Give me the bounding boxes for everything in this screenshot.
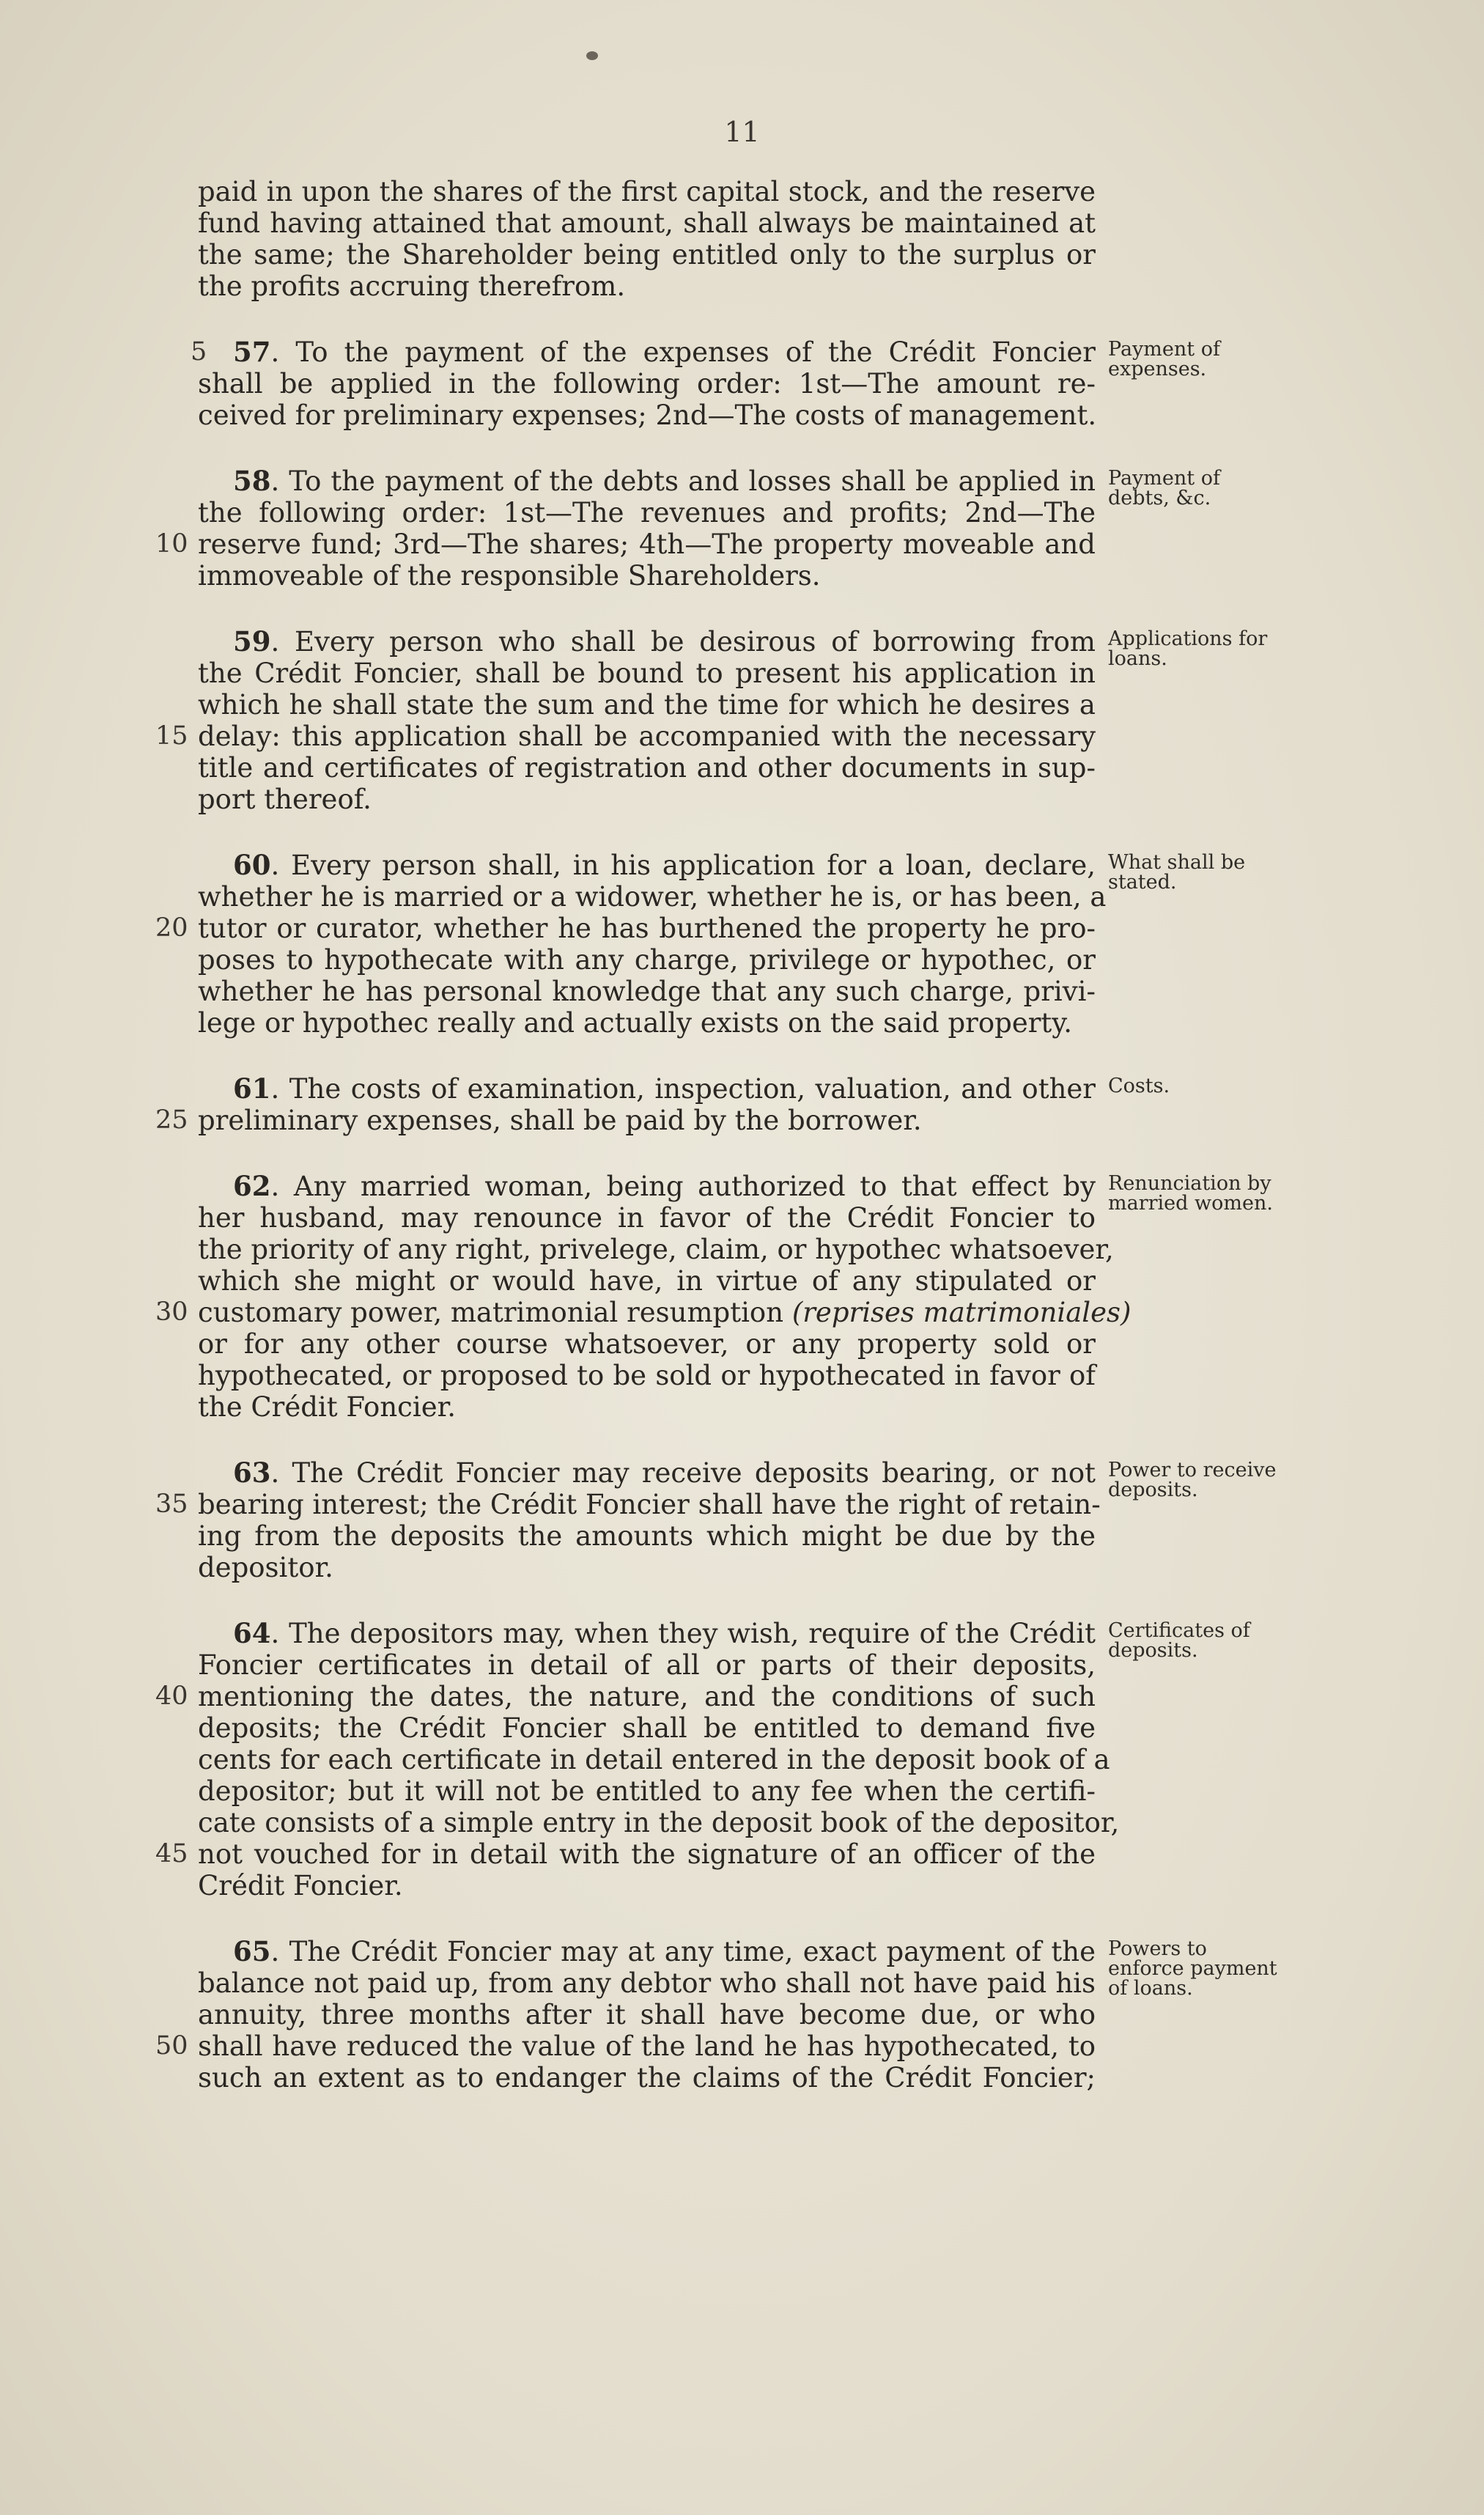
line-number: 20 (155, 913, 188, 943)
line-text: not vouched for in detail with the signature of an officer of the (198, 1838, 1096, 1870)
line-text: title and certificates of registration and other documents in sup- (198, 752, 1096, 784)
text-line (198, 658, 1096, 689)
text-line (198, 1999, 1096, 2030)
paragraph (155, 1617, 1120, 1901)
line-text: bearing interest; the Crédit Foncier shall have the right of retain- (198, 1489, 1101, 1520)
line-text: ceived for preliminary expenses; 2nd—The costs of management. (198, 399, 1097, 431)
text-line (198, 784, 1096, 815)
line-text: the profits accruing therefrom. (198, 270, 626, 302)
margin-note: Renunciation by married women. (1108, 1172, 1273, 1215)
text-line (155, 721, 1096, 752)
margin-note: What shall be stated. (1108, 851, 1246, 894)
line-text: port thereof. (198, 784, 372, 815)
body-text (155, 176, 1132, 2128)
article-number: 64 (233, 1617, 271, 1649)
line-text: deposits; the Crédit Foncier shall be entitled to demand five (198, 1712, 1096, 1744)
text-line (198, 1234, 1114, 1265)
line-text: ing from the deposits the amounts which might be due by the (198, 1520, 1096, 1552)
text-line (155, 1489, 1101, 1520)
article-number: 59 (233, 625, 271, 658)
text-line (198, 1967, 1096, 1999)
text-line (155, 2030, 1096, 2062)
text-line (198, 207, 1096, 239)
paragraph (191, 336, 1097, 431)
margin-note: Power to receive deposits. (1108, 1459, 1277, 1501)
text-line (155, 1105, 1096, 1136)
text-line (198, 1007, 1096, 1039)
line-text: . The depositors may, when they wish, require of the Crédit (270, 1618, 1096, 1649)
line-text: tutor or curator, whether he has burthened the property he pro- (198, 913, 1096, 944)
line-text: cate consists of a simple entry in the deposit book of the depositor, (198, 1807, 1120, 1838)
line-text: balance not paid up, from any debtor who shall not have paid his (198, 1967, 1096, 1999)
italic-term: (reprises matrimoniales) (791, 1297, 1132, 1328)
text-line (198, 1712, 1096, 1744)
line-text: preliminary expenses, shall be paid by the borrower. (198, 1105, 922, 1136)
line-number: 50 (155, 2031, 188, 2061)
line-text: depositor. (198, 1552, 333, 1583)
line-text: cents for each certificate in detail entered in the deposit book of a (198, 1744, 1110, 1775)
text-line (155, 1838, 1096, 1870)
line-number: 30 (155, 1297, 188, 1327)
line-text: . To the payment of the debts and losses shall be applied in (270, 465, 1096, 497)
line-text: . Every person who shall be desirous of borrowing from (270, 626, 1096, 658)
text-line (155, 913, 1096, 944)
text-line (198, 368, 1096, 399)
line-number: 10 (155, 529, 188, 559)
text-line (198, 1552, 1096, 1583)
line-text: lege or hypothec really and actually exists on the said property. (198, 1007, 1073, 1039)
paragraph (155, 1935, 1096, 2094)
line-text: the same; the Shareholder being entitled only to the surplus or (198, 239, 1096, 270)
line-text: poses to hypothecate with any charge, privilege or hypothec, or (198, 944, 1096, 976)
line-text: customary power, matrimonial resumption (198, 1297, 792, 1328)
margin-note: Powers to enforce payment of loans. (1108, 1937, 1277, 2000)
text-line (198, 1520, 1096, 1552)
line-number: 35 (155, 1490, 188, 1519)
paragraph (155, 465, 1096, 592)
line-text: which he shall state the sum and the time for which he desires a (198, 689, 1096, 721)
line-text: the priority of any right, privelege, claim, or hypothec whatsoever, (198, 1234, 1114, 1265)
text-line (198, 1618, 1096, 1649)
text-line (198, 752, 1096, 784)
line-text: hypothecated, or proposed to be sold or hypothecated in favor of (198, 1360, 1096, 1391)
line-text: reserve fund; 3rd—The shares; 4th—The property moveable and (198, 529, 1096, 560)
line-text: the Crédit Foncier. (198, 1391, 456, 1423)
text-line (191, 336, 1096, 368)
text-line (198, 560, 1096, 592)
ink-blot (586, 51, 598, 60)
line-text: the Crédit Foncier, shall be bound to present his application in (198, 658, 1096, 689)
text-line (198, 881, 1107, 913)
line-text: fund having attained that amount, shall always be maintained at (198, 207, 1096, 239)
line-number: 40 (155, 1682, 188, 1711)
line-text: delay: this application shall be accompanied with the necessary (198, 721, 1096, 752)
margin-note: Applications for loans. (1108, 627, 1268, 670)
margin-note: Payment of debts, &c. (1108, 467, 1220, 509)
line-number: 5 (191, 337, 207, 367)
line-text: shall be applied in the following order: 1st—The amount re- (198, 368, 1096, 399)
line-text: . The Crédit Foncier may receive deposits bearing, or not (270, 1457, 1096, 1489)
text-line (198, 1265, 1096, 1297)
line-text: shall have reduced the value of the land he has hypothecated, to (198, 2030, 1096, 2062)
line-text: . The costs of examination, inspection, valuation, and other (270, 1073, 1096, 1105)
line-text: whether he is married or a widower, whether he is, or has been, a (198, 881, 1107, 913)
paragraph (155, 1170, 1132, 1423)
article-number: 63 (233, 1457, 271, 1489)
paragraph (155, 625, 1096, 815)
text-line (198, 1073, 1096, 1105)
article-number: 62 (233, 1170, 271, 1202)
paragraph (155, 1457, 1101, 1583)
paragraph (198, 176, 1096, 302)
line-text: immoveable of the responsible Shareholders. (198, 560, 821, 592)
line-text: annuity, three months after it shall have become due, or who (198, 1999, 1096, 2030)
text-line (198, 399, 1096, 431)
line-text: or for any other course whatsoever, or any property sold or (198, 1328, 1096, 1360)
text-line (198, 1807, 1120, 1838)
text-line (155, 1681, 1096, 1712)
text-line (198, 1360, 1096, 1391)
text-line (198, 1870, 1096, 1901)
text-line (198, 1649, 1096, 1681)
page-number: 11 (724, 116, 760, 148)
line-text: Foncier certificates in detail of all or parts of their deposits, (198, 1649, 1096, 1681)
article-number: 61 (233, 1072, 271, 1105)
article-number: 57 (233, 336, 271, 368)
article-number: 65 (233, 1935, 271, 1967)
text-line (198, 850, 1096, 881)
line-text: whether he has personal knowledge that any such charge, privi- (198, 976, 1096, 1007)
article-number: 58 (233, 465, 271, 497)
margin-note: Certificates of deposits. (1108, 1619, 1250, 1662)
line-text: . Any married woman, being authorized to that effect by (270, 1171, 1096, 1202)
margin-note: Payment of expenses. (1108, 338, 1220, 380)
line-text: paid in upon the shares of the first capital stock, and the reserve (198, 176, 1096, 207)
text-line (198, 944, 1096, 976)
text-line (198, 1775, 1096, 1807)
margin-note: Costs. (1108, 1075, 1170, 1097)
text-line (198, 689, 1096, 721)
line-text: mentioning the dates, the nature, and the conditions of such (198, 1681, 1096, 1712)
line-number: 45 (155, 1839, 188, 1868)
text-line (155, 1297, 1132, 1328)
text-line (198, 1202, 1096, 1234)
line-text: depositor; but it will not be entitled to any fee when the certifi- (198, 1775, 1096, 1807)
text-line (198, 176, 1096, 207)
line-text: . The Crédit Foncier may at any time, exact payment of the (270, 1936, 1096, 1967)
text-line (198, 1328, 1096, 1360)
line-text: Crédit Foncier. (198, 1870, 403, 1901)
text-line (198, 2062, 1096, 2094)
text-line (198, 626, 1096, 658)
text-line (198, 497, 1096, 529)
line-number: 25 (155, 1105, 188, 1135)
line-text: her husband, may renounce in favor of the Crédit Foncier to (198, 1202, 1096, 1234)
text-line (198, 239, 1096, 270)
line-text: . Every person shall, in his application for a loan, declare, (270, 850, 1096, 881)
text-line (198, 1457, 1096, 1489)
line-number: 15 (155, 721, 188, 751)
line-text: such an extent as to endanger the claims of the Crédit Foncier; (198, 2062, 1096, 2094)
text-line (198, 270, 1096, 302)
text-line (155, 529, 1096, 560)
line-text: . To the payment of the expenses of the Crédit Foncier (270, 336, 1096, 368)
text-line (198, 1171, 1096, 1202)
text-line (198, 1391, 1096, 1423)
paragraph (155, 1072, 1096, 1136)
text-line (198, 1744, 1110, 1775)
article-number: 60 (233, 849, 271, 881)
text-line (198, 976, 1096, 1007)
line-text: the following order: 1st—The revenues and profits; 2nd—The (198, 497, 1096, 529)
text-line (198, 1936, 1096, 1967)
text-line (198, 465, 1096, 497)
line-text: which she might or would have, in virtue of any stipulated or (198, 1265, 1096, 1297)
paragraph (155, 849, 1107, 1039)
